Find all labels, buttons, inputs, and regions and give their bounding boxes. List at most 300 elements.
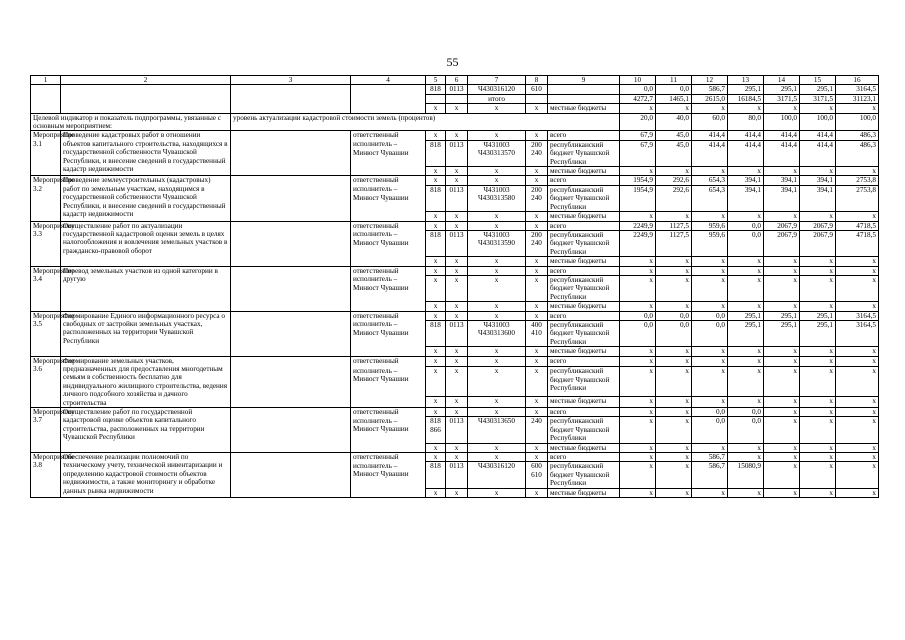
value-cell: x [764,275,800,301]
table-cell [231,176,351,221]
value-cell: x [800,275,836,301]
value-cell: x [800,453,836,462]
indicator-value: 20,0 [620,113,656,131]
expense-type: x [526,131,548,140]
table-cell [61,85,231,113]
page-number: 55 [446,55,459,69]
value-cell: x [800,266,836,275]
value-cell: 1127,5 [656,230,692,256]
value-cell: 295,1 [800,85,836,94]
value-cell: 1127,5 [656,221,692,230]
value-cell: 414,4 [728,131,764,140]
target-article: x [468,212,526,221]
value-cell: 4272,7 [620,94,656,103]
table-cell [231,453,351,498]
target-article: x [468,167,526,176]
funding-source: всего [548,453,620,462]
table-cell [231,356,351,407]
value-cell: x [656,212,692,221]
section-code: x [446,302,468,311]
value-cell: 16184,5 [728,94,764,103]
column-number: 10 [620,76,656,85]
gr-code: x [426,257,446,266]
indicator-value: 80,0 [728,113,764,131]
value-cell: 0,0 [692,311,728,320]
responsible [351,257,426,266]
value-cell: 2067,9 [764,221,800,230]
gr-code: x [426,131,446,140]
gr-code: x [426,266,446,275]
gr-code [426,94,446,103]
table-cell [351,85,426,113]
value-cell: x [836,453,879,462]
value-cell: x [800,397,836,408]
value-cell: x [836,367,879,397]
gr-code: 818 [426,185,446,211]
value-cell: 0,0 [692,417,728,443]
gr-code: x [426,104,446,113]
funding-source: республиканский бюджет Чувашской Республики [548,230,620,256]
target-article: x [468,397,526,408]
value-cell: x [836,275,879,301]
measure-title: Формирование земельных участков, предназначенных для предоставления многодетным семьям в собственность бесплатно для индивидуального жилищного строительства, ведения личного подсобного хозяйства и дачного строительства [61,356,231,407]
value-cell: x [656,347,692,356]
value-cell: x [656,266,692,275]
section-code: 0113 [446,85,468,94]
expense-type: x [526,443,548,452]
value-cell: 3171,5 [800,94,836,103]
value-cell: x [656,462,692,488]
section-code: x [446,311,468,320]
measure-label: Мероприятие 3.5 [31,311,61,356]
value-cell: x [728,367,764,397]
funding-source: местные бюджеты [548,167,620,176]
value-cell: x [800,212,836,221]
value-cell: x [656,275,692,301]
value-cell: x [800,347,836,356]
gr-code: x [426,275,446,301]
value-cell: x [692,356,728,367]
value-cell: x [800,417,836,443]
target-article: Ч431003 Ч430313570 [468,140,526,166]
target-article: x [468,131,526,140]
value-cell: x [764,257,800,266]
responsible [351,443,426,452]
value-cell: x [764,408,800,417]
value-cell: 486,3 [836,131,879,140]
section-code: 0113 [446,140,468,166]
value-cell: 0,0 [620,85,656,94]
funding-source: республиканский бюджет Чувашской Республики [548,185,620,211]
gr-code: 818 [426,462,446,488]
value-cell: x [620,367,656,397]
expense-type: x [526,367,548,397]
expense-type: x [526,488,548,497]
section-code: x [446,453,468,462]
column-number: 4 [351,76,426,85]
value-cell: x [764,453,800,462]
funding-source [548,85,620,94]
value-cell: 2067,9 [764,230,800,256]
section-code: 0113 [446,320,468,346]
value-cell: x [620,167,656,176]
value-cell: 295,1 [764,311,800,320]
section-code: x [446,221,468,230]
value-cell: 414,4 [764,131,800,140]
section-code: x [446,176,468,185]
value-cell: 0,0 [656,311,692,320]
table-cell [231,221,351,266]
value-cell: x [764,347,800,356]
section-code: 0113 [446,185,468,211]
value-cell: x [728,104,764,113]
expense-type: x [526,356,548,367]
value-cell: x [836,417,879,443]
value-cell: x [620,302,656,311]
responsible: ответственный [351,221,426,230]
column-number: 1 [31,76,61,85]
value-cell: 959,6 [692,230,728,256]
gr-code: x [426,367,446,397]
value-cell: 0,0 [728,221,764,230]
value-cell: x [620,408,656,417]
gr-code: x [426,408,446,417]
value-cell: 2067,9 [800,221,836,230]
target-article: x [468,266,526,275]
value-cell: 3164,5 [836,320,879,346]
funding-source: всего [548,266,620,275]
value-cell: x [836,167,879,176]
column-number: 8 [526,76,548,85]
expense-type: 610 [526,85,548,94]
value-cell: x [620,275,656,301]
section-code [446,94,468,103]
value-cell: 4718,5 [836,230,879,256]
value-cell: 2615,0 [692,94,728,103]
funding-source: всего [548,311,620,320]
value-cell: x [764,367,800,397]
target-article: x [468,311,526,320]
responsible [351,347,426,356]
value-cell: x [620,397,656,408]
target-article: x [468,257,526,266]
value-cell: x [656,453,692,462]
expense-type: x [526,347,548,356]
column-number: 3 [231,76,351,85]
section-code: x [446,257,468,266]
indicator-value: 60,0 [692,113,728,131]
value-cell: x [620,417,656,443]
responsible: ответственный [351,356,426,367]
gr-code: x [426,176,446,185]
column-number: 16 [836,76,879,85]
value-cell: x [764,266,800,275]
measure-title: Обеспечение реализации полномочий по техническому учету, технической инвентаризации и определению кадастровой стоимости объектов недвижимости, а также мониторингу и обработке данных рынка недвижимости [61,453,231,498]
value-cell: 2249,9 [620,230,656,256]
funding-source: местные бюджеты [548,488,620,497]
value-cell: 394,1 [764,185,800,211]
responsible: ответственный [351,408,426,417]
value-cell: x [728,347,764,356]
value-cell: 295,1 [764,85,800,94]
target-article: x [468,443,526,452]
value-cell: 2753,8 [836,185,879,211]
gr-code: x [426,488,446,497]
value-cell: 295,1 [728,311,764,320]
column-number: 2 [61,76,231,85]
responsible: исполнитель – Минюст Чувашии [351,185,426,211]
responsible: исполнитель – Минюст Чувашии [351,367,426,397]
measure-title: Проведение кадастровых работ в отношении объектов капитального строительства, находящихся в государственной собственности Чувашской Республики, и внесение сведений в государственный кадастр недвижимости [61,131,231,176]
section-code: x [446,104,468,113]
table-row [31,85,879,94]
measure-row [31,221,879,230]
measure-title: Осуществление работ по государственной кадастровой оценке объектов капитального строительства, расположенных на территории Чувашской Республики [61,408,231,453]
expense-type: x [526,176,548,185]
expense-type: x [526,453,548,462]
value-cell: x [692,104,728,113]
value-cell: 295,1 [764,320,800,346]
column-number: 5 [426,76,446,85]
responsible: ответственный [351,176,426,185]
measure-title: Осуществление работ по актуализации государственной кадастровой оценки земель в целях налогообложения и вовлечения земельных участков в гражданско-правовой оборот [61,221,231,266]
value-cell: x [656,302,692,311]
value-cell: 45,0 [656,131,692,140]
target-article: x [468,347,526,356]
expense-type: x [526,311,548,320]
value-cell: 45,0 [656,140,692,166]
target-article: x [468,176,526,185]
target-article: x [468,356,526,367]
indicator-value: 100,0 [800,113,836,131]
gr-code: x [426,302,446,311]
value-cell: x [692,488,728,497]
measure-row [31,356,879,367]
measure-row [31,131,879,140]
target-article: Ч431003 Ч430313580 [468,185,526,211]
value-cell: x [692,167,728,176]
responsible: исполнитель – Минюст Чувашии [351,140,426,166]
value-cell: x [692,212,728,221]
value-cell: x [764,488,800,497]
value-cell: 394,1 [728,176,764,185]
section-code: x [446,212,468,221]
section-code: 0113 [446,462,468,488]
gr-code: 818 866 [426,417,446,443]
expense-type: 600 610 [526,462,548,488]
target-article: x [468,488,526,497]
measure-label: Мероприятие 3.6 [31,356,61,407]
value-cell: x [764,167,800,176]
target-article: x [468,408,526,417]
funding-source: всего [548,131,620,140]
responsible: ответственный [351,131,426,140]
value-cell: 414,4 [692,140,728,166]
responsible: ответственный [351,266,426,275]
responsible [351,167,426,176]
measure-label: Мероприятие 3.4 [31,266,61,311]
expense-type [526,94,548,103]
column-number: 7 [468,76,526,85]
target-article: x [468,302,526,311]
value-cell: x [836,488,879,497]
value-cell: x [692,367,728,397]
value-cell: x [656,367,692,397]
header-row [31,76,879,85]
value-cell: 394,1 [728,185,764,211]
value-cell: x [728,356,764,367]
funding-source: местные бюджеты [548,443,620,452]
value-cell: x [620,266,656,275]
value-cell: x [656,443,692,452]
section-code: x [446,397,468,408]
measure-title: Перевод земельных участков из одной категории в другую [61,266,231,311]
value-cell: 2753,8 [836,176,879,185]
value-cell: 0,0 [620,320,656,346]
column-number: 14 [764,76,800,85]
value-cell: 67,9 [620,131,656,140]
value-cell: x [836,408,879,417]
value-cell: 295,1 [800,320,836,346]
value-cell: x [836,266,879,275]
value-cell: 414,4 [728,140,764,166]
target-article: x [468,104,526,113]
target-article: x [468,367,526,397]
table-cell [231,266,351,311]
value-cell: 4718,5 [836,221,879,230]
measure-row [31,311,879,320]
value-cell: 414,4 [800,131,836,140]
section-code: x [446,275,468,301]
measure-row [31,453,879,462]
measure-label: Мероприятие 3.7 [31,408,61,453]
funding-source: местные бюджеты [548,257,620,266]
expense-type: 200 240 [526,230,548,256]
value-cell: x [692,347,728,356]
measure-title: Проведение землеустроительных (кадастровых) работ по земельным участкам, находящимся в государственной собственности Чувашской Республики, и внесение сведений в государственный кадастр недвижимости [61,176,231,221]
gr-code: 818 [426,85,446,94]
value-cell: x [656,167,692,176]
value-cell: x [764,462,800,488]
value-cell: 295,1 [728,85,764,94]
target-article: итого [468,94,526,103]
responsible: ответственный [351,453,426,462]
target-article: Ч430316120 [468,85,526,94]
expense-type: x [526,266,548,275]
value-cell: x [764,104,800,113]
value-cell: 0,0 [692,320,728,346]
responsible [351,212,426,221]
gr-code: x [426,397,446,408]
value-cell: x [836,443,879,452]
value-cell: x [656,417,692,443]
program-table [30,75,879,498]
value-cell: x [800,302,836,311]
responsible: исполнитель – Минюст Чувашии [351,462,426,488]
value-cell: 0,0 [692,408,728,417]
value-cell: x [800,462,836,488]
funding-source: всего [548,221,620,230]
value-cell: x [800,367,836,397]
value-cell: x [656,257,692,266]
value-cell: 394,1 [800,176,836,185]
value-cell: x [656,356,692,367]
column-number: 12 [692,76,728,85]
value-cell: x [836,302,879,311]
column-number: 13 [728,76,764,85]
value-cell: x [836,356,879,367]
value-cell: 1954,9 [620,176,656,185]
indicator-value: 100,0 [764,113,800,131]
target-article: x [468,275,526,301]
value-cell: 1465,1 [656,94,692,103]
value-cell: x [800,443,836,452]
gr-code: 818 [426,320,446,346]
value-cell: 0,0 [728,417,764,443]
value-cell: x [800,167,836,176]
value-cell: x [728,275,764,301]
value-cell: 295,1 [728,320,764,346]
value-cell: x [728,443,764,452]
responsible [351,488,426,497]
value-cell: x [836,462,879,488]
value-cell: 1954,9 [620,185,656,211]
responsible: исполнитель – Минюст Чувашии [351,275,426,301]
funding-source: республиканский бюджет Чувашской Республики [548,417,620,443]
value-cell: x [620,488,656,497]
funding-source: всего [548,408,620,417]
responsible: ответственный [351,311,426,320]
column-number: 6 [446,76,468,85]
value-cell: x [692,275,728,301]
table-cell [231,311,351,356]
expense-type: 200 240 [526,185,548,211]
value-cell: 15080,9 [728,462,764,488]
value-cell: x [620,443,656,452]
value-cell: x [836,347,879,356]
gr-code: x [426,356,446,367]
expense-type: x [526,104,548,113]
value-cell: x [836,212,879,221]
gr-code: x [426,443,446,452]
value-cell: x [836,397,879,408]
table-cell [231,408,351,453]
indicator-text: уровень актуализации кадастровой стоимости земель (процентов) [231,113,620,131]
value-cell: x [800,356,836,367]
value-cell: x [620,257,656,266]
value-cell: 295,1 [800,311,836,320]
value-cell: x [728,257,764,266]
funding-source: местные бюджеты [548,104,620,113]
responsible: исполнитель – Минюст Чувашии [351,320,426,346]
section-code: x [446,167,468,176]
value-cell: 654,3 [692,176,728,185]
expense-type: x [526,212,548,221]
measure-label: Мероприятие 3.2 [31,176,61,221]
value-cell: 394,1 [800,185,836,211]
funding-source: местные бюджеты [548,212,620,221]
funding-source: республиканский бюджет Чувашской Республики [548,140,620,166]
expense-type: x [526,221,548,230]
expense-type: x [526,257,548,266]
value-cell: 2249,9 [620,221,656,230]
value-cell: x [764,397,800,408]
value-cell: x [764,212,800,221]
value-cell: x [620,356,656,367]
gr-code: x [426,453,446,462]
value-cell: x [764,417,800,443]
value-cell: x [620,212,656,221]
